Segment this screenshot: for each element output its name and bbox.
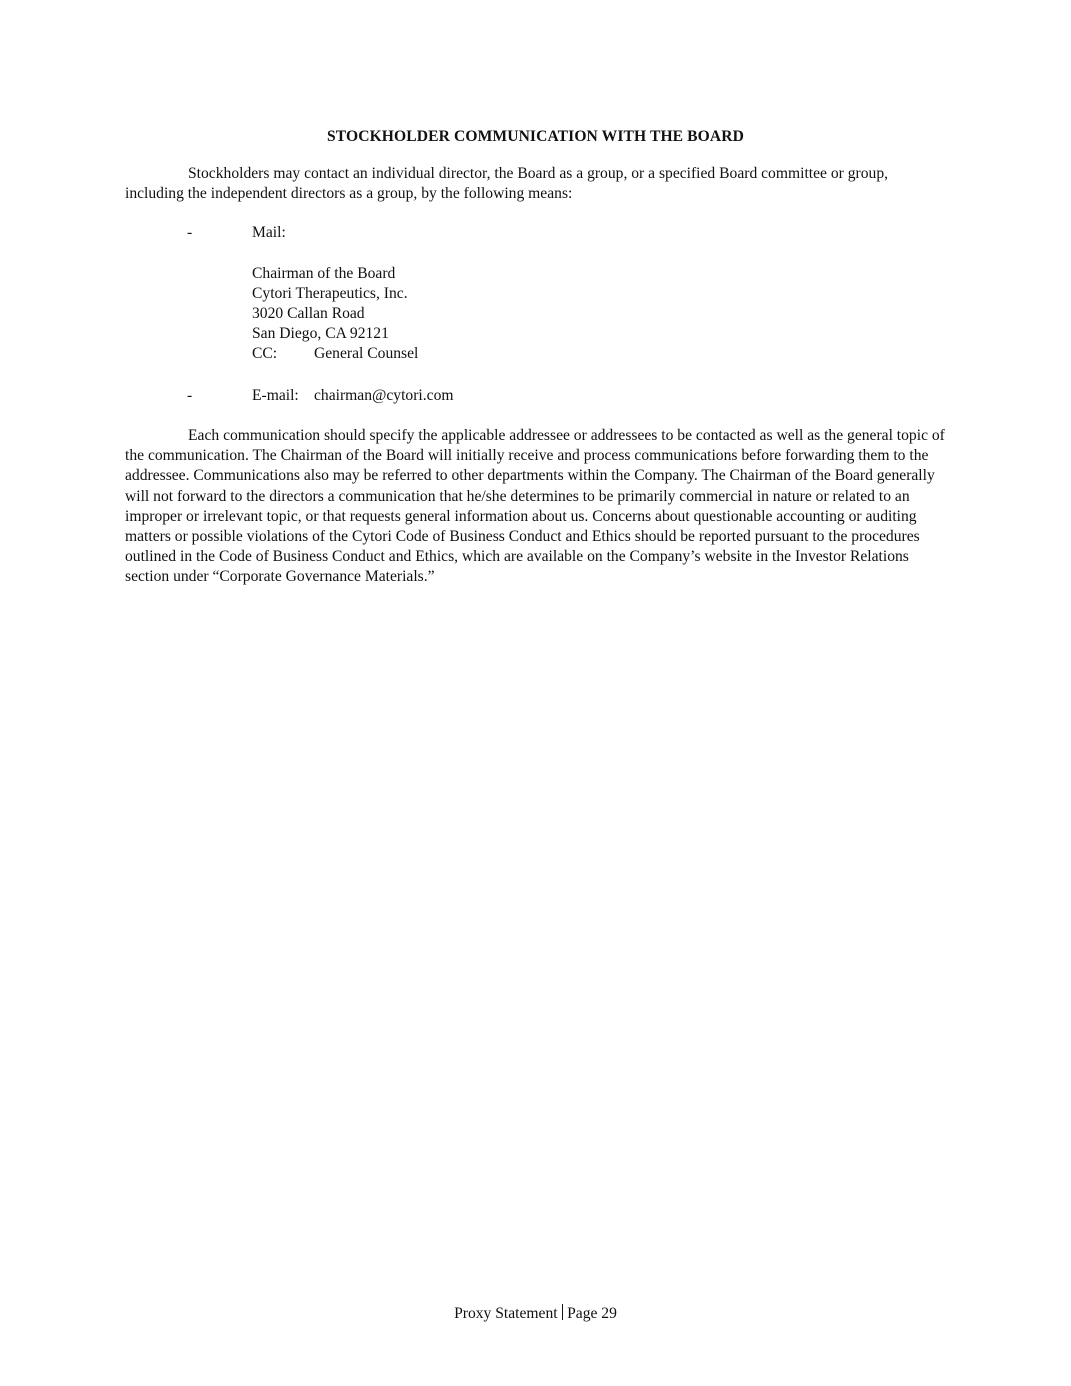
- address-line-city: San Diego, CA 92121: [252, 325, 389, 342]
- list-dash: -: [187, 224, 193, 241]
- address-line-street: 3020 Callan Road: [252, 305, 365, 322]
- cc-label: CC:: [252, 345, 278, 362]
- page-footer: [0, 1304, 1071, 1324]
- email-label: E-mail:: [252, 387, 299, 404]
- cc-value: General Counsel: [314, 345, 419, 362]
- intro-paragraph: Stockholders may contact an individual director, the Board as a group, or a specified Board committee or group, including the independent directors as a group, by the following means:: [125, 165, 889, 203]
- address-line-recipient: Chairman of the Board: [252, 265, 396, 282]
- mail-label: Mail:: [252, 224, 286, 241]
- mailing-address: [252, 264, 418, 364]
- email-line: [252, 386, 454, 406]
- body-paragraph: Each communication should specify the applicable addressee or addressees to be contacted as well as the general topic of the communication. The Chairman of the Board will initially receive and process communications before forwarding them to the addressee. Communications also may be referred to other departments within the Company. The Chairman of the Board generally will not forward to the directors a communication that he/she determines to be primarily commercial in nature or related to an improper or irrelevant topic, or that requests general information about us. Concerns about questionable accounting or auditing matters or possible violations of the Cytori Code of Business Conduct and Ethics should be reported pursuant to the procedures outlined in the Code of Business Conduct and Ethics, which are available on the Company’s website in the Investor Relations section under “Corporate Governance Materials.”: [125, 427, 945, 586]
- footer-label: Proxy Statement: [454, 1305, 558, 1322]
- address-line-cc: [252, 344, 418, 364]
- list-dash: -: [187, 387, 193, 404]
- address-line-company: Cytori Therapeutics, Inc.: [252, 285, 408, 302]
- section-title: STOCKHOLDER COMMUNICATION WITH THE BOARD: [326, 128, 744, 145]
- footer-separator: [562, 1304, 564, 1320]
- page-number: Page 29: [567, 1305, 617, 1322]
- email-address: chairman@cytori.com: [314, 387, 454, 404]
